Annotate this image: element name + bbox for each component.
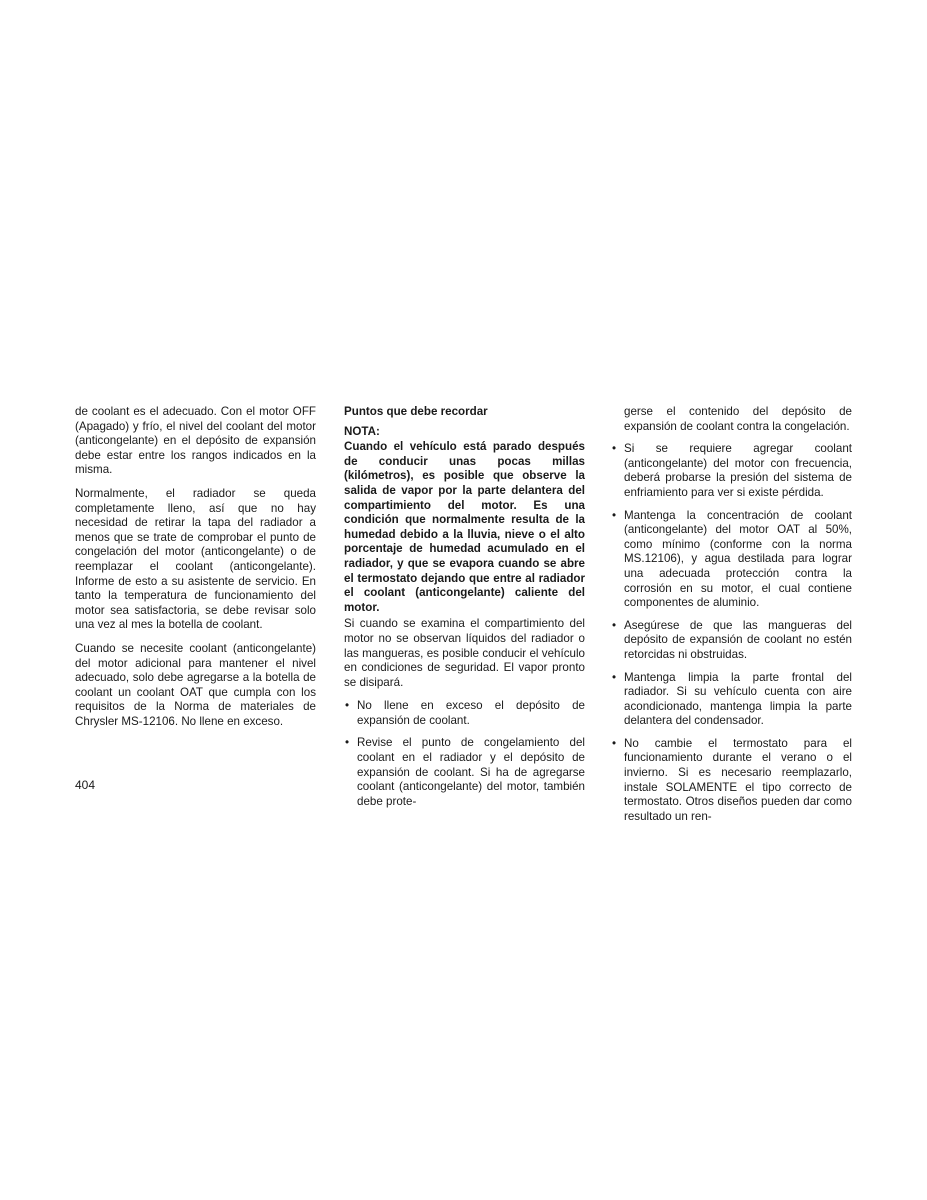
bullet-icon: • bbox=[612, 736, 617, 750]
paragraph-coolant-level: de coolant es el adecuado. Con el motor OFF (Apagado) y frío, el nivel del coolant del motor (anticongelante) en el depósito de expansión debe estar entre los rangos indicados en la misma. bbox=[75, 405, 316, 477]
list-item bbox=[611, 737, 852, 825]
paragraph-steam: Si cuando se examina el compartimiento del motor no se observan líquidos del radiador o las mangueras, es posible conducir el vehículo en condiciones de seguridad. El vapor pronto se disipará. bbox=[344, 617, 585, 689]
bullet-icon: • bbox=[612, 618, 617, 632]
paragraph-add-coolant: Cuando se necesite coolant (anticongelante) del motor adicional para mantener el nivel adecuado, solo debe agregarse a la botella de coolant un coolant OAT que cumpla con los requisitos de la Norma de materiales de Chrysler MS-12106. No llene en exceso. bbox=[75, 641, 316, 728]
bullet-icon: • bbox=[612, 442, 617, 456]
bullet-list-right bbox=[611, 442, 852, 824]
list-item bbox=[344, 699, 585, 728]
list-item-text: Mantenga la concentración de coolant (anticongelante) del motor OAT al 50%, como mínimo (conforme con la norma MS.12106), y agua destilada para lograr una adecuada protección contra la corrosión en su motor, el cual contiene componentes de aluminio. bbox=[624, 508, 852, 610]
note-title: NOTA: bbox=[344, 424, 380, 438]
column-right bbox=[611, 405, 852, 832]
list-item bbox=[611, 619, 852, 663]
list-item bbox=[344, 736, 585, 809]
bullet-list-middle bbox=[344, 699, 585, 809]
section-heading: Puntos que debe recordar bbox=[344, 405, 488, 418]
list-item-text: No cambie el termostato para el funcionamiento durante el verano o el invierno. Si es necesario reemplazarlo, instale SOLAMENTE el tipo correcto de termostato. Otros diseños pueden dar como resultado un ren- bbox=[624, 736, 852, 823]
bullet-icon: • bbox=[612, 508, 617, 522]
list-item-text: Revise el punto de congelamiento del coolant en el radiador y el depósito de expansión de coolant. Si ha de agregarse coolant (anticongelante) del motor, también debe prote- bbox=[357, 736, 585, 808]
list-item-text: Si se requiere agregar coolant (anticongelante) del motor con frecuencia, deberá probarse la presión del sistema de enfriamiento para ver si existe pérdida. bbox=[624, 442, 852, 499]
bullet-icon: • bbox=[345, 699, 350, 713]
column-left bbox=[75, 405, 316, 738]
list-item bbox=[611, 509, 852, 611]
page-number: 404 bbox=[75, 778, 96, 792]
bullet-icon: • bbox=[345, 736, 350, 750]
list-item-text: Asegúrese de que las mangueras del depósito de expansión de coolant no estén retorcidas ni obstruidas. bbox=[624, 618, 852, 661]
note-body: Cuando el vehículo está parado después de conducir unas pocas millas (kilómetros), es posible que observe la salida de vapor por la parte delantera del compartimiento del motor. Es una condición que normalmente resulta de la humedad debido a la lluvia, nieve o el alto porcentaje de humedad acumulado en el radiador, y que se evapora cuando se abre el termostato dejando que entre al radiador el coolant (anticongelante) caliente del motor. bbox=[344, 440, 585, 614]
list-item-text: No llene en exceso el depósito de expansión de coolant. bbox=[357, 699, 585, 727]
list-item bbox=[611, 442, 852, 500]
list-item bbox=[611, 671, 852, 729]
list-item-text: Mantenga limpia la parte frontal del radiador. Si su vehículo cuenta con aire acondicionado, mantenga limpia la parte delantera del condensador. bbox=[624, 670, 852, 728]
bullet-icon: • bbox=[612, 670, 617, 684]
list-item-continuation: gerse el contenido del depósito de expansión de coolant contra la congelación. bbox=[624, 405, 852, 433]
paragraph-radiator-full: Normalmente, el radiador se queda completamente lleno, así que no hay necesidad de retirar la tapa del radiador a menos que se trate de comprobar el punto de congelación del motor (anticongelante) o de reemplazar el coolant (anticongelante). Informe de esto a su asistente de servicio. En tanto la temperatura de funcionamiento del motor sea satisfactoria, se debe revisar solo una vez al mes la botella de coolant. bbox=[75, 486, 316, 632]
column-middle bbox=[344, 405, 585, 817]
